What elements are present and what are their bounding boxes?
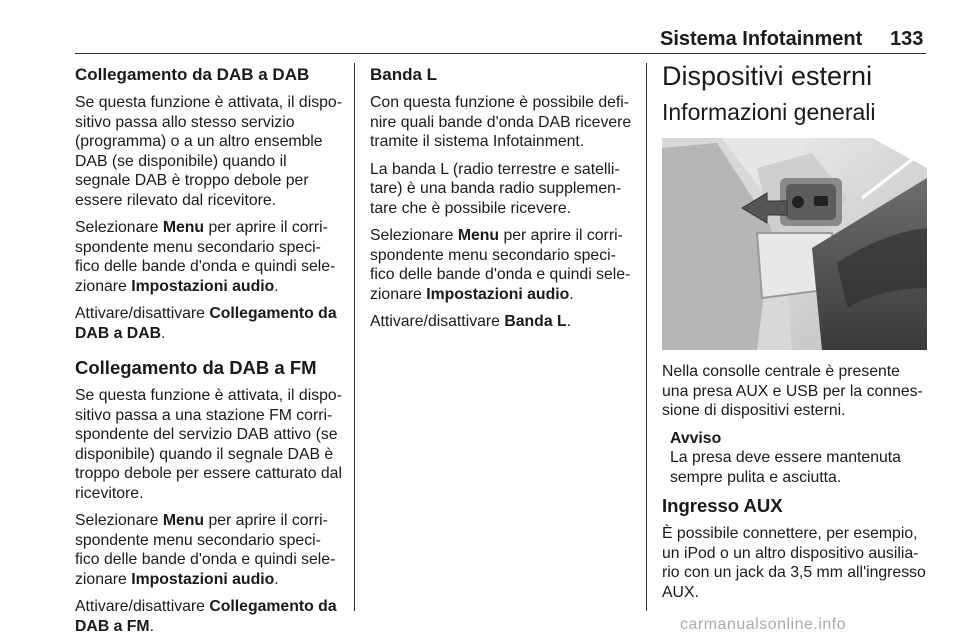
paragraph: Selezionare Menu per aprire il corri-spondente menu secondario speci-fico delle bande d'onda e quindi sele-zionare Impostazioni audio. [75,512,336,588]
paragraph: Se questa funzione è attivata, il dispo-sitivo passa allo stesso servizio (programma) o a un altro ensemble DAB (se disponibile) quando il segnale DAB è troppo debole per essere rilevato dal ricevitore. [75,94,342,209]
paragraph: Selezionare Menu per aprire il corri-spondente menu secondario speci-fico delle bande d'onda e quindi sele-zionare Impostazioni audio. [370,227,631,303]
column-3 [662,60,928,610]
section-heading-dab-fm: Collegamento da DAB a FM [75,357,317,378]
section-heading-general: Informazioni generali [662,99,876,125]
paragraph: È possibile connettere, per esempio, un iPod o un altro dispositivo ausilia-rio con un jack da 3,5 mm all'ingresso AUX. [662,525,926,601]
note-title: Avviso [670,429,722,447]
section-heading-banda-l: Banda L [370,65,438,84]
section-heading-dab-dab: Collegamento da DAB a DAB [75,65,310,84]
paragraph: Con questa funzione è possibile defi-nire quali bande d'onda DAB ricevere tramite il sistema Infotainment. [370,94,632,150]
page-number: 133 [890,28,924,50]
header-rule [75,53,926,54]
paragraph: Se questa funzione è attivata, il dispo-sitivo passa a una stazione FM corri-spondente del servizio DAB attivo (se disponibile) quando il segnale DAB è troppo debole per essere catturato dal ricevitore. [75,387,342,502]
paragraph: Attivare/disattivare Collegamento da DAB a FM. [75,598,337,635]
section-heading-aux: Ingresso AUX [662,495,783,516]
paragraph: Attivare/disattivare Collegamento da DAB a DAB. [75,305,337,342]
running-header-title: Sistema Infotainment [660,28,863,50]
console-aux-usb-photo [662,138,927,350]
note-box [670,429,928,488]
watermark: carmanualsonline.info [680,616,847,633]
paragraph: Selezionare Menu per aprire il corri-spondente menu secondario speci-fico delle bande d'onda e quindi sele-zionare Impostazioni audio. [75,219,336,295]
paragraph: La banda L (radio terrestre e satelli-tare) è una banda radio supplemen-tare che è possibile ricevere. [370,160,622,217]
paragraph: Attivare/disattivare Banda L. [370,313,572,330]
column-divider-1 [354,63,355,611]
column-divider-2 [646,63,647,611]
note-text: La presa deve essere mantenuta sempre pulita e asciutta. [670,449,901,486]
chapter-title: Dispositivi esterni [662,61,873,91]
paragraph: Nella consolle centrale è presente una presa AUX e USB per la connes-sione di dispositivi esterni. [662,363,923,419]
column-2 [370,64,638,340]
column-1 [75,64,345,644]
